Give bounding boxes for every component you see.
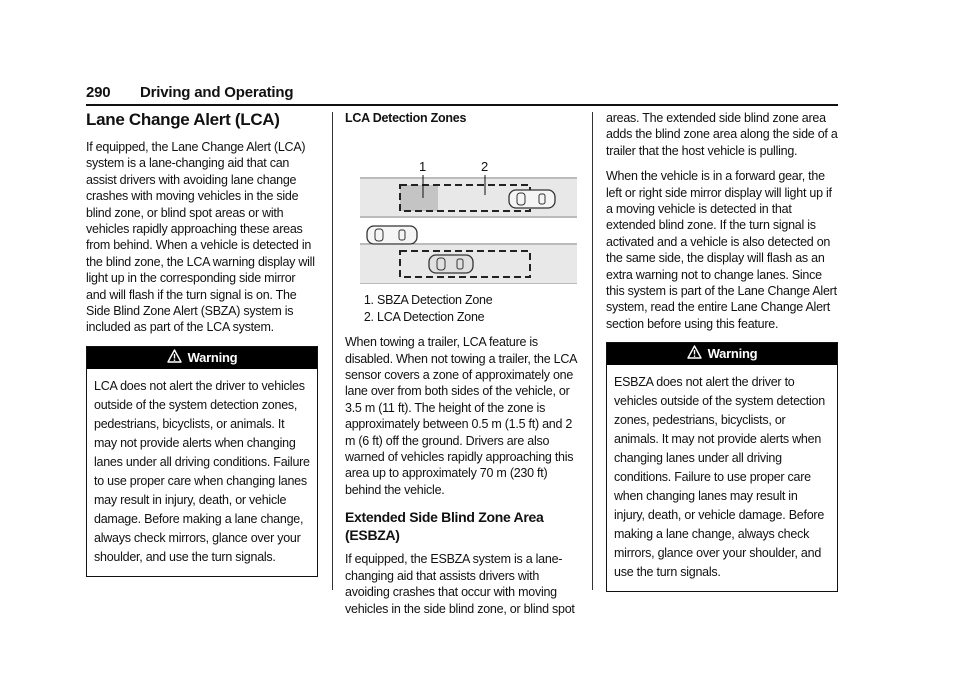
warning-title: Warning (187, 349, 238, 365)
figure-legend (345, 292, 577, 325)
sbza-zone-fill (400, 185, 438, 211)
vehicle-bottom (429, 255, 473, 273)
page-header (86, 84, 838, 106)
column-2 (345, 110, 577, 626)
column-1 (86, 110, 318, 577)
figure-title: LCA Detection Zones (345, 111, 467, 125)
warning-header (87, 347, 317, 369)
warning-title: Warning (707, 346, 758, 362)
column-divider-1 (332, 112, 333, 590)
forward-gear-paragraph: When the vehicle is in a forward gear, the left or right side mirror display will light up if a moving vehicle is detected in that extended blind zone. If the turn signal is activated and a vehicle is also detected on the same side, the display will flash as an extra warning not to change lanes. Since this system is part of the Lane Change Alert system, read the entire Lane Change Alert section before using this feature. (606, 169, 837, 331)
legend-item-1: 1. SBZA Detection Zone (377, 292, 577, 308)
column-3 (606, 110, 838, 592)
warning-icon (687, 345, 702, 363)
callout-1: 1 (419, 159, 426, 175)
host-vehicle (367, 226, 417, 244)
warning-box-esbza (606, 342, 838, 592)
warning-text: LCA does not alert the driver to vehicles outside of the system detection zones, pedestrians, bicyclists, or animals. It may not provide alerts when changing lanes under all driving conditions. Failure to use proper care when changing lanes may result in injury, death, or vehicle damage. Before making a lane change, always check mirrors, glance over your shoulder, and use the turn signals. (94, 378, 310, 564)
warning-icon (167, 349, 182, 367)
warning-header (607, 343, 837, 365)
page-title: Lane Change Alert (LCA) (86, 110, 280, 129)
legend-item-2: 2. LCA Detection Zone (377, 309, 577, 325)
esbza-intro: If equipped, the ESBZA system is a lane-changing aid that assists drivers with avoiding crashes that occur with moving vehicles in the side blind zone, or blind spot (345, 552, 575, 616)
vehicle-top (509, 190, 555, 208)
section-title: Driving and Operating (140, 84, 294, 101)
towing-paragraph: When towing a trailer, LCA feature is disabled. When not towing a trailer, the LCA sensor covers a zone of approximately one lane over from both sides of the vehicle, or 3.5 m (11 ft). The height of the zone is approximately between 0.5 m (1.5 ft) and 2 m (6 ft) off the ground. Drivers are also warned of vehicles rapidly approaching this area up to approximately 70 m (230 ft) behind the vehicle. (345, 335, 577, 497)
intro-paragraph: If equipped, the Lane Change Alert (LCA) system is a lane-changing aid that can assist drivers with avoiding lane change crashes with moving vehicles in the side blind zone, or blind spot areas or with vehicles rapidly approaching these areas from behind. When a vehicle is detected in the blind zone, the LCA warning display will light up in the corresponding side mirror and will flash if the turn signal is on. The Side Blind Zone Alert (SBZA) system is included as part of the LCA system. (86, 140, 315, 335)
esbza-heading: Extended Side Blind Zone Area (ESBZA) (345, 509, 544, 544)
warning-text: ESBZA does not alert the driver to vehicles outside of the system detection zones, pedestrians, bicyclists, or animals. It may not provide alerts when changing lanes under all driving conditions. Failure to use proper care when changing lanes may result in injury, death, or vehicle damage. Before making a lane change, always check mirrors, glance over your shoulder, and use the turn signals. (614, 375, 825, 580)
page-number: 290 (86, 84, 111, 101)
esbza-continued: areas. The extended side blind zone area adds the blind zone area along the side of a trailer that the host vehicle is pulling. (606, 111, 838, 158)
lca-zones-diagram (345, 132, 577, 284)
callout-2: 2 (481, 159, 488, 175)
column-divider-2 (592, 112, 593, 590)
warning-box-lca (86, 346, 318, 577)
